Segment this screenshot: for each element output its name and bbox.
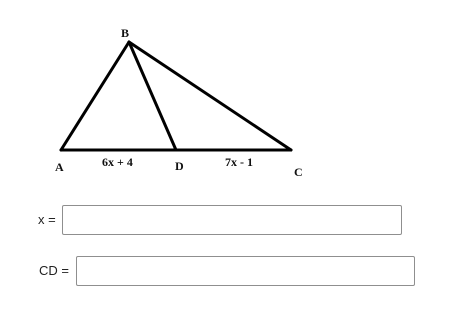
vertex-label-d: D [175,159,184,173]
vertex-label-b: B [121,26,130,40]
x-answer-input[interactable] [62,205,402,235]
cd-answer-input[interactable] [76,256,415,286]
vertex-label-c: C [294,165,303,179]
segment-label-ad: 6x + 4 [102,155,133,169]
side-ab [61,42,129,150]
cd-label: CD = [39,263,69,278]
vertex-label-a: A [55,160,64,174]
segment-label-dc: 7x - 1 [225,155,253,169]
x-label: x = [38,212,56,227]
